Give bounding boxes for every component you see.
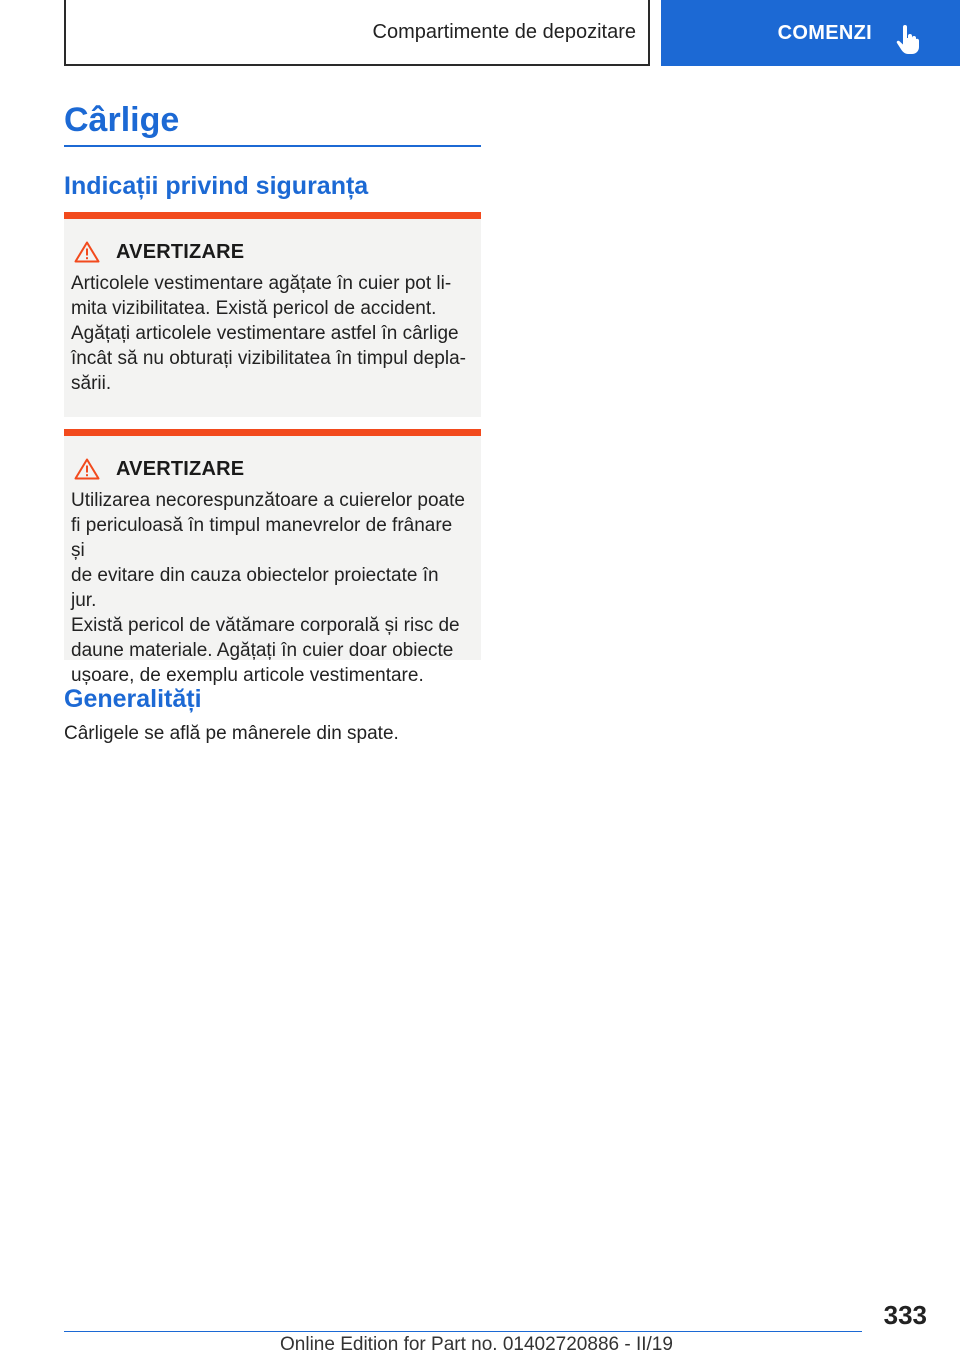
warning-box-2 — [64, 429, 481, 686]
warning-line: de evitare din cauza obiectelor proiectate în jur. — [71, 565, 439, 611]
warning-line: Articolele vestimentare agățate în cuier pot li- — [71, 273, 452, 294]
warning-line: Utilizarea necorespunzătoare a cuierelor poate — [71, 490, 465, 511]
warning-line: fi periculoasă în timpul manevrelor de frânare și — [71, 515, 453, 561]
warning-title: AVERTIZARE — [116, 240, 245, 263]
footer-divider — [64, 1331, 862, 1332]
warning-title: AVERTIZARE — [116, 457, 245, 480]
warning-line: ușoare, de exemplu articole vestimentare. — [71, 665, 424, 686]
warning-text — [71, 488, 469, 688]
warning-line: Agățați articolele vestimentare astfel în cârlige — [71, 323, 459, 344]
warning-line: Există pericol de vătămare corporală și risc de — [71, 615, 460, 636]
chapter-tab[interactable] — [661, 0, 960, 66]
warning-line: daune materiale. Agățați în cuier doar obiecte — [71, 640, 454, 661]
header-section-box — [64, 0, 650, 66]
warning-text — [71, 271, 469, 396]
warning-box-1 — [64, 212, 481, 417]
general-text: Cârligele se află pe mânerele din spate. — [64, 723, 399, 744]
page-title: Cârlige — [64, 101, 180, 139]
warning-triangle-icon — [74, 241, 100, 263]
hand-pointer-icon — [896, 25, 920, 55]
warning-triangle-icon — [74, 458, 100, 480]
header-section-title: Compartimente de depozitare — [372, 20, 636, 43]
warning-line: încât să nu obturați vizibilitatea în timpul depla- — [71, 348, 466, 369]
title-divider — [64, 145, 481, 147]
safety-heading: Indicații privind siguranța — [64, 172, 369, 200]
chapter-tab-label: COMENZI — [777, 21, 872, 44]
general-heading: Generalități — [64, 685, 202, 713]
warning-line: sării. — [71, 373, 112, 394]
page-number: 333 — [883, 1300, 927, 1330]
footer-edition-text: Online Edition for Part no. 01402720886 - II/19 — [280, 1334, 673, 1355]
warning-line: mita vizibilitatea. Există pericol de accident. — [71, 298, 437, 319]
